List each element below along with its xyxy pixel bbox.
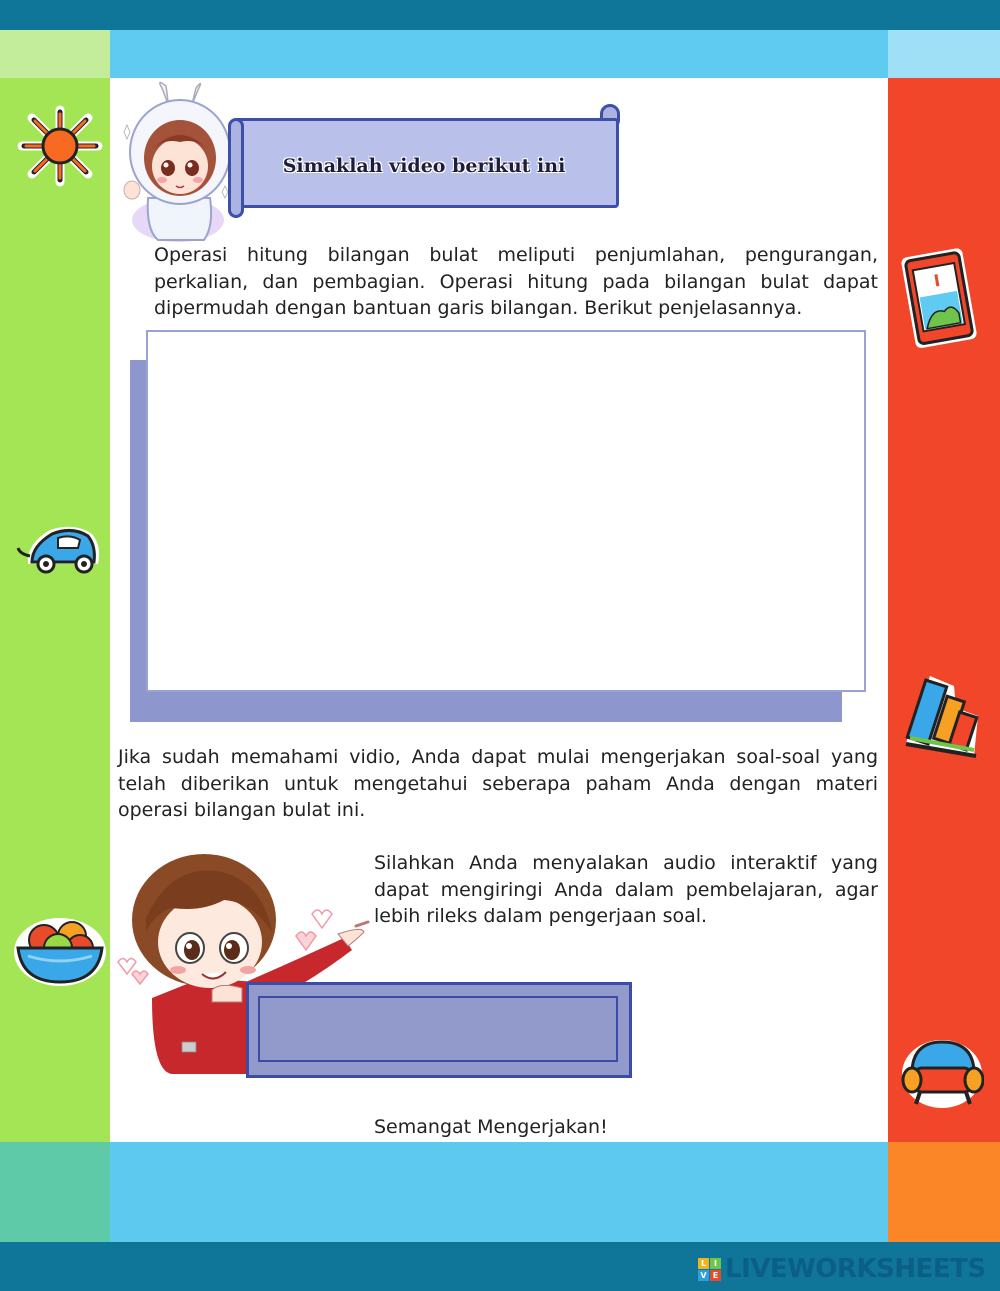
fruit-bowl-icon xyxy=(12,908,108,988)
closing-text: Semangat Mengerjakan! xyxy=(374,1116,608,1138)
page-title: Simaklah video berikut ini xyxy=(282,155,566,177)
instruction-paragraph: Jika sudah memahami vidio, Anda dapat mulai mengerjakan soal-soal yang telah diberikan untuk mengetahui seberapa paham Anda dengan materi operasi bilangan bulat ini. xyxy=(118,746,878,821)
chibi-girl-illustration xyxy=(118,80,238,248)
intro-paragraph: Operasi hitung bilangan bulat meliputi penjumlahan, pengurangan, perkalian, dan pembagian. Operasi hitung pada bilangan bulat dapat dipermudah dengan bantuan garis bilangan. Berikut penjelasannya. xyxy=(154,244,878,319)
right-sidebar xyxy=(888,78,1000,1142)
top-band xyxy=(110,30,888,78)
buildings-icon xyxy=(900,672,984,762)
sun-icon xyxy=(14,104,104,188)
audio-player-inner xyxy=(258,996,618,1062)
liveworksheets-logo-icon: L I V E xyxy=(698,1258,721,1281)
car-icon xyxy=(14,520,104,580)
brand-name: LIVEWORKSHEETS xyxy=(725,1254,986,1284)
top-left-band xyxy=(0,30,110,78)
tablet-icon xyxy=(900,246,980,350)
banner-curl-left xyxy=(228,118,244,218)
top-bar xyxy=(0,0,1000,30)
armchair-icon xyxy=(900,1036,984,1112)
audio-paragraph: Silahkan Anda menyalakan audio interaktif yang dapat mengiringi Anda dalam pembelajaran, agar lebih rileks dalam pengerjaan soal. xyxy=(374,852,878,927)
bottom-band xyxy=(110,1142,888,1242)
liveworksheets-logo[interactable] xyxy=(698,1254,986,1284)
bottom-left-band xyxy=(0,1142,110,1242)
video-player[interactable] xyxy=(146,330,866,692)
bottom-right-band xyxy=(888,1142,1000,1242)
top-right-band xyxy=(888,30,1000,78)
